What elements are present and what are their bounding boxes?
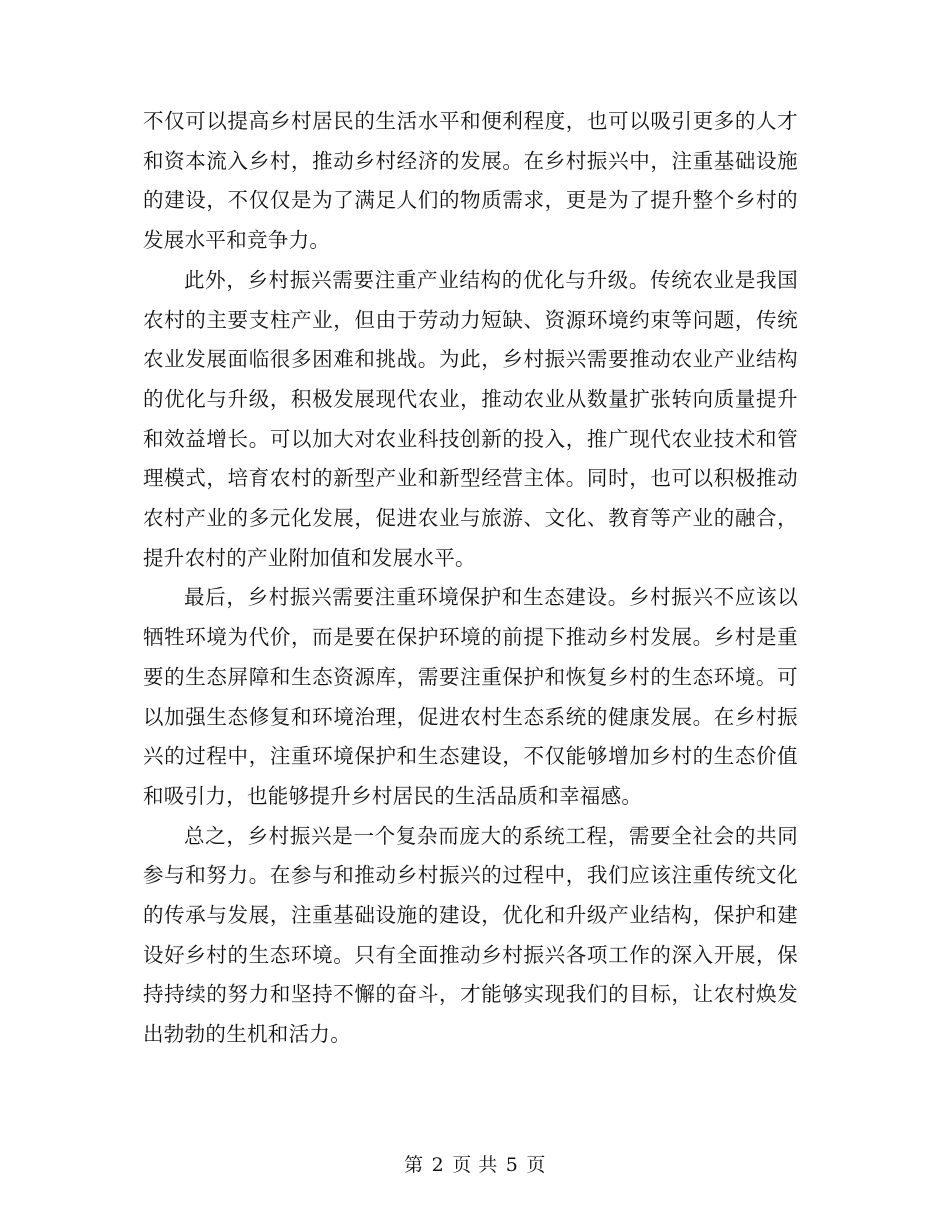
total-pages-number: 5 [505, 1154, 519, 1176]
page-prefix: 第 [404, 1154, 424, 1176]
document-body [143, 102, 798, 1055]
paragraph-continued: 不仅可以提高乡村居民的生活水平和便利程度，也可以吸引更多的人才和资本流入乡村，推动乡村经济的发展。在乡村振兴中，注重基础设施的建设，不仅仅是为了满足人们的物质需求，更是为了提升整个乡村的发展水平和竞争力。 [143, 109, 798, 253]
current-page-number: 2 [431, 1154, 445, 1176]
paragraph-environment: 最后，乡村振兴需要注重环境保护和生态建设。乡村振兴不应该以牺牲环境为代价，而是要在保护环境的前提下推动乡村发展。乡村是重要的生态屏障和生态资源库，需要注重保护和恢复乡村的生态环境。可以加强生态修复和环境治理，促进农村生态系统的健康发展。在乡村振兴的过程中，注重环境保护和生态建设，不仅能够增加乡村的生态价值和吸引力，也能够提升乡村居民的生活品质和幸福感。 [143, 585, 798, 808]
page-footer [0, 1150, 950, 1177]
paragraph-conclusion: 总之，乡村振兴是一个复杂而庞大的系统工程，需要全社会的共同参与和努力。在参与和推动乡村振兴的过程中，我们应该注重传统文化的传承与发展，注重基础设施的建设，优化和升级产业结构，保护和建设好乡村的生态环境。只有全面推动乡村振兴各项工作的深入开展，保持持续的努力和坚持不懈的奋斗，才能够实现我们的目标，让农村焕发出勃勃的生机和活力。 [143, 823, 798, 1047]
paragraph-industry-structure: 此外，乡村振兴需要注重产业结构的优化与升级。传统农业是我国农村的主要支柱产业，但由于劳动力短缺、资源环境约束等问题，传统农业发展面临很多困难和挑战。为此，乡村振兴需要推动农业产业结构的优化与升级，积极发展现代农业，推动农业从数量扩张转向质量提升和效益增长。可以加大对农业科技创新的投入，推广现代农业技术和管理模式，培育农村的新型产业和新型经营主体。同时，也可以积极推动农村产业的多元化发展，促进农业与旅游、文化、教育等产业的融合，提升农村的产业附加值和发展水平。 [143, 267, 798, 570]
page-suffix: 页 [526, 1154, 546, 1176]
page-mid-text: 页 共 [452, 1154, 498, 1176]
